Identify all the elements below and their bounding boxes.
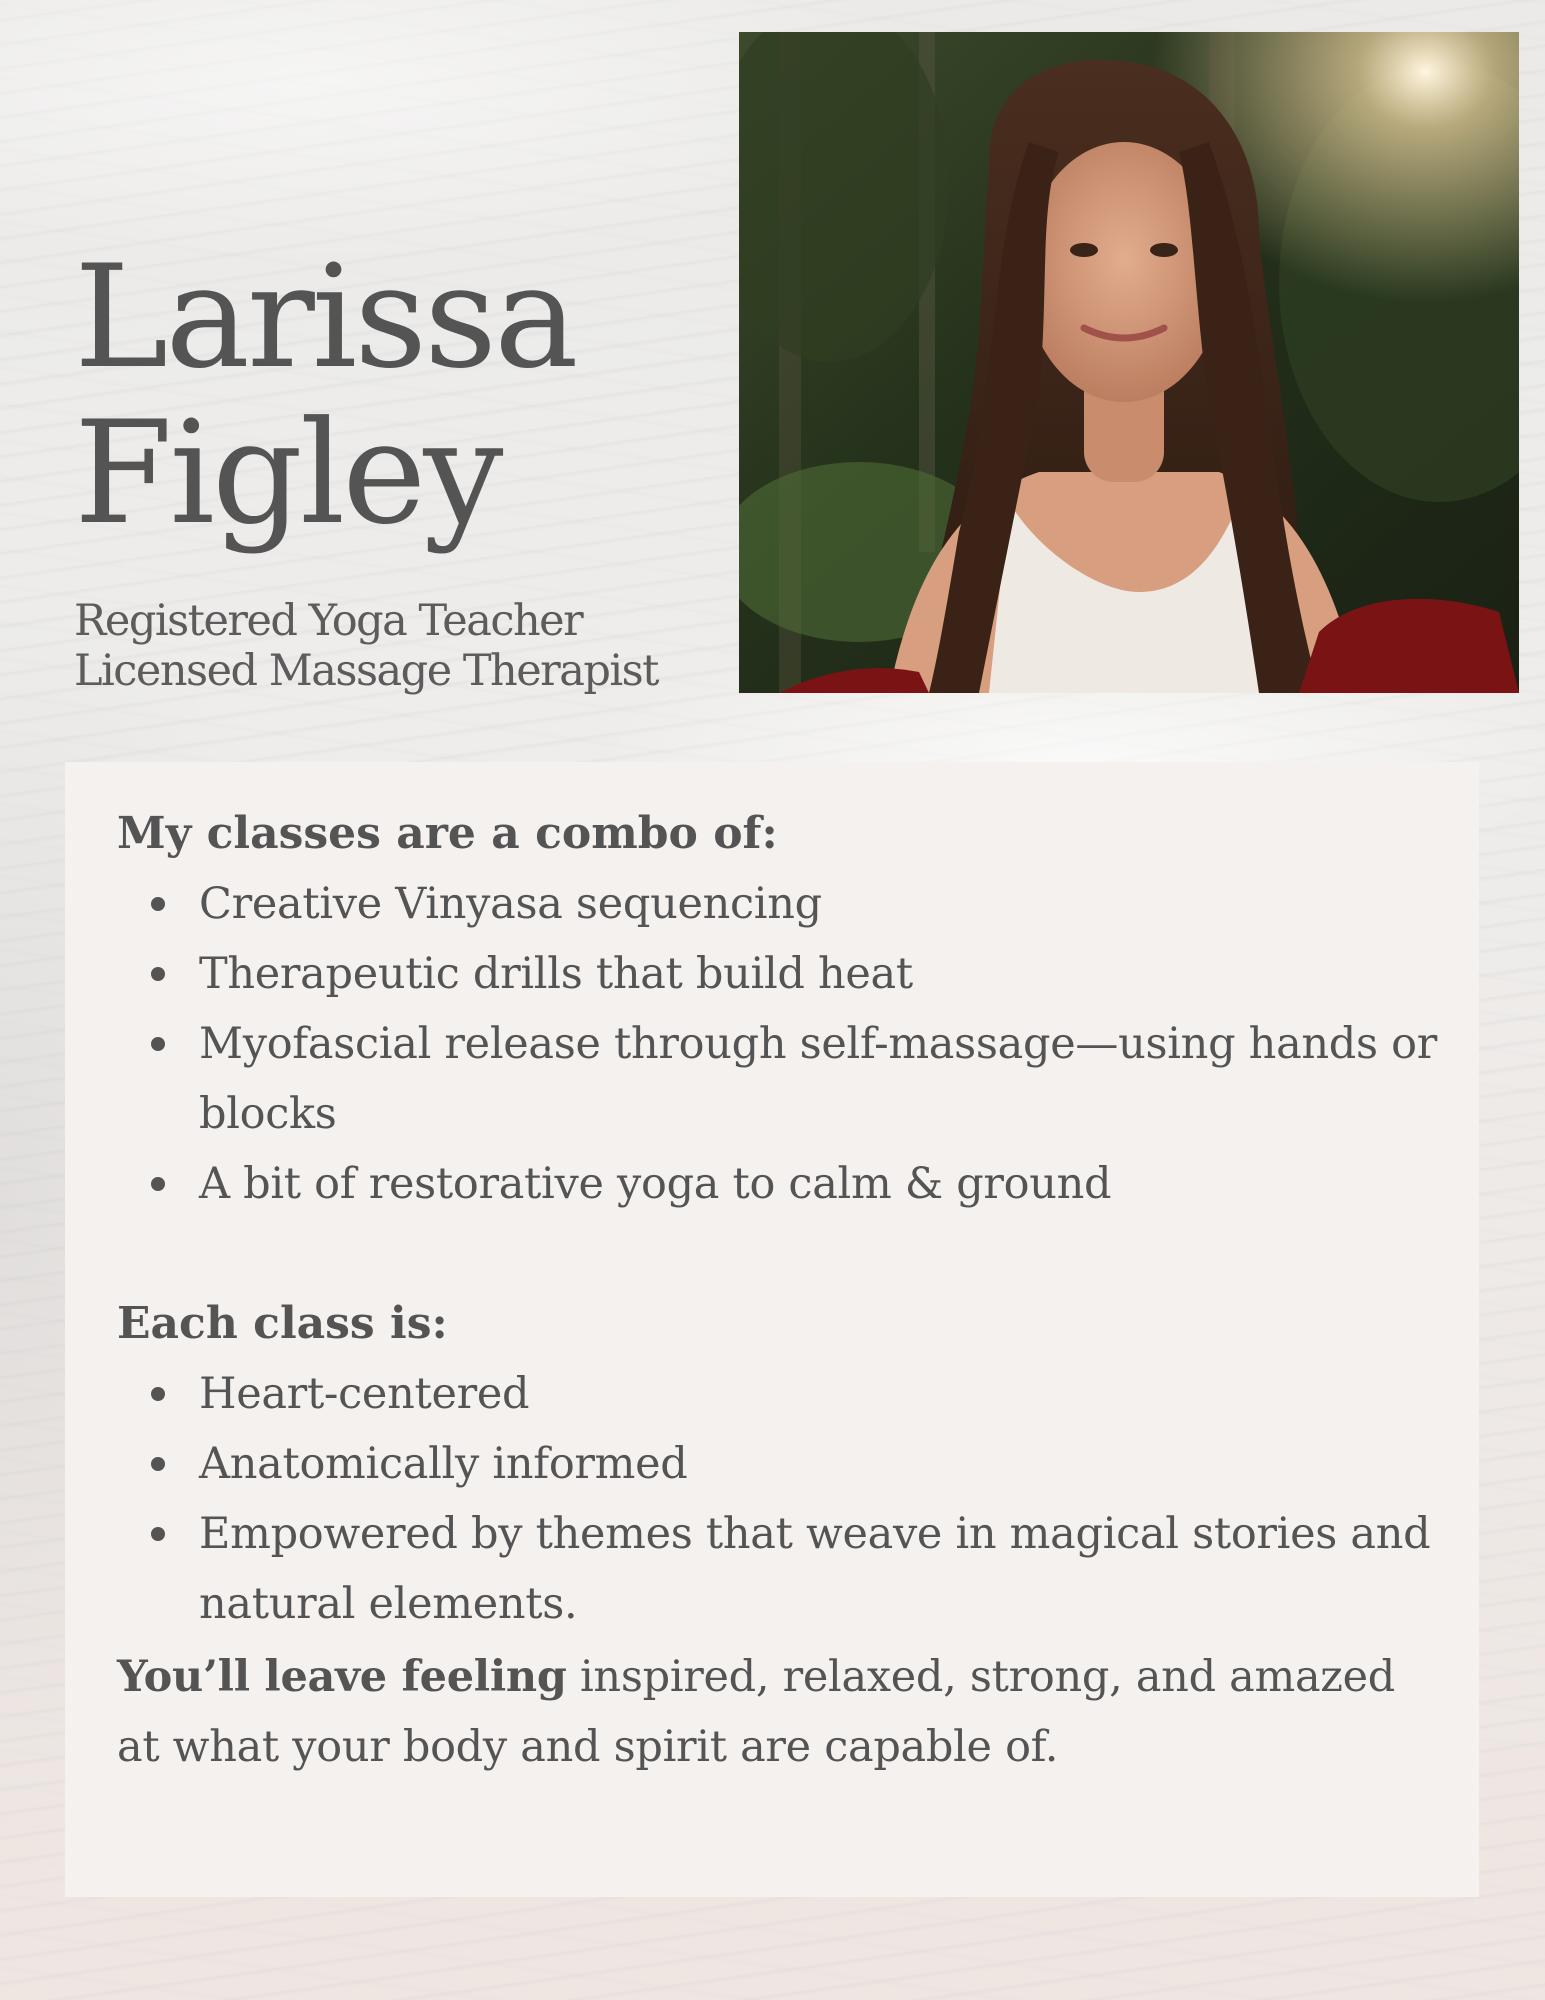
credential-massage-therapist: Licensed Massage Therapist (74, 646, 658, 696)
bullet-icon (151, 1177, 165, 1191)
credentials (74, 596, 734, 696)
list-item (117, 939, 1437, 1009)
list-item (117, 1359, 1437, 1429)
closing-lead: You’ll leave feeling (117, 1652, 567, 1702)
list-item-text: Anatomically informed (199, 1439, 688, 1489)
instructor-portrait-photo (739, 32, 1519, 693)
classes-list (117, 869, 1437, 1219)
instructor-name (74, 235, 714, 556)
portrait-photo-icon (739, 32, 1519, 693)
instructor-first-name: Larissa (74, 235, 576, 400)
each-class-list (117, 1359, 1437, 1639)
list-item-text: Empowered by themes that weave in magical stories and natural elements. (199, 1509, 1431, 1629)
bullet-icon (151, 1387, 165, 1401)
list-item-text: Myofascial release through self-massage—using hands or blocks (199, 1019, 1438, 1139)
list-item-text: Creative Vinyasa sequencing (199, 879, 822, 929)
list-item-text: A bit of restorative yoga to calm & ground (199, 1159, 1112, 1209)
list-item (117, 1499, 1437, 1639)
each-class-heading: Each class is: (117, 1298, 448, 1349)
list-item-text: Heart-centered (199, 1369, 530, 1419)
bullet-icon (151, 1037, 165, 1051)
closing-text: inspired, relaxed, strong, and amazed at what your body and spirit are capable of. (117, 1652, 1396, 1772)
bullet-icon (151, 967, 165, 981)
list-item (117, 1149, 1437, 1219)
list-item-text: Therapeutic drills that build heat (199, 949, 913, 999)
bullet-icon (151, 1457, 165, 1471)
credential-yoga-teacher: Registered Yoga Teacher (74, 596, 583, 646)
list-item (117, 1009, 1437, 1149)
list-item (117, 869, 1437, 939)
closing-statement (117, 1642, 1437, 1782)
bullet-icon (151, 897, 165, 911)
bullet-icon (151, 1527, 165, 1541)
content-card (65, 762, 1479, 1897)
list-item (117, 1429, 1437, 1499)
classes-heading: My classes are a combo of: (117, 808, 778, 859)
instructor-last-name: Figley (74, 391, 501, 556)
